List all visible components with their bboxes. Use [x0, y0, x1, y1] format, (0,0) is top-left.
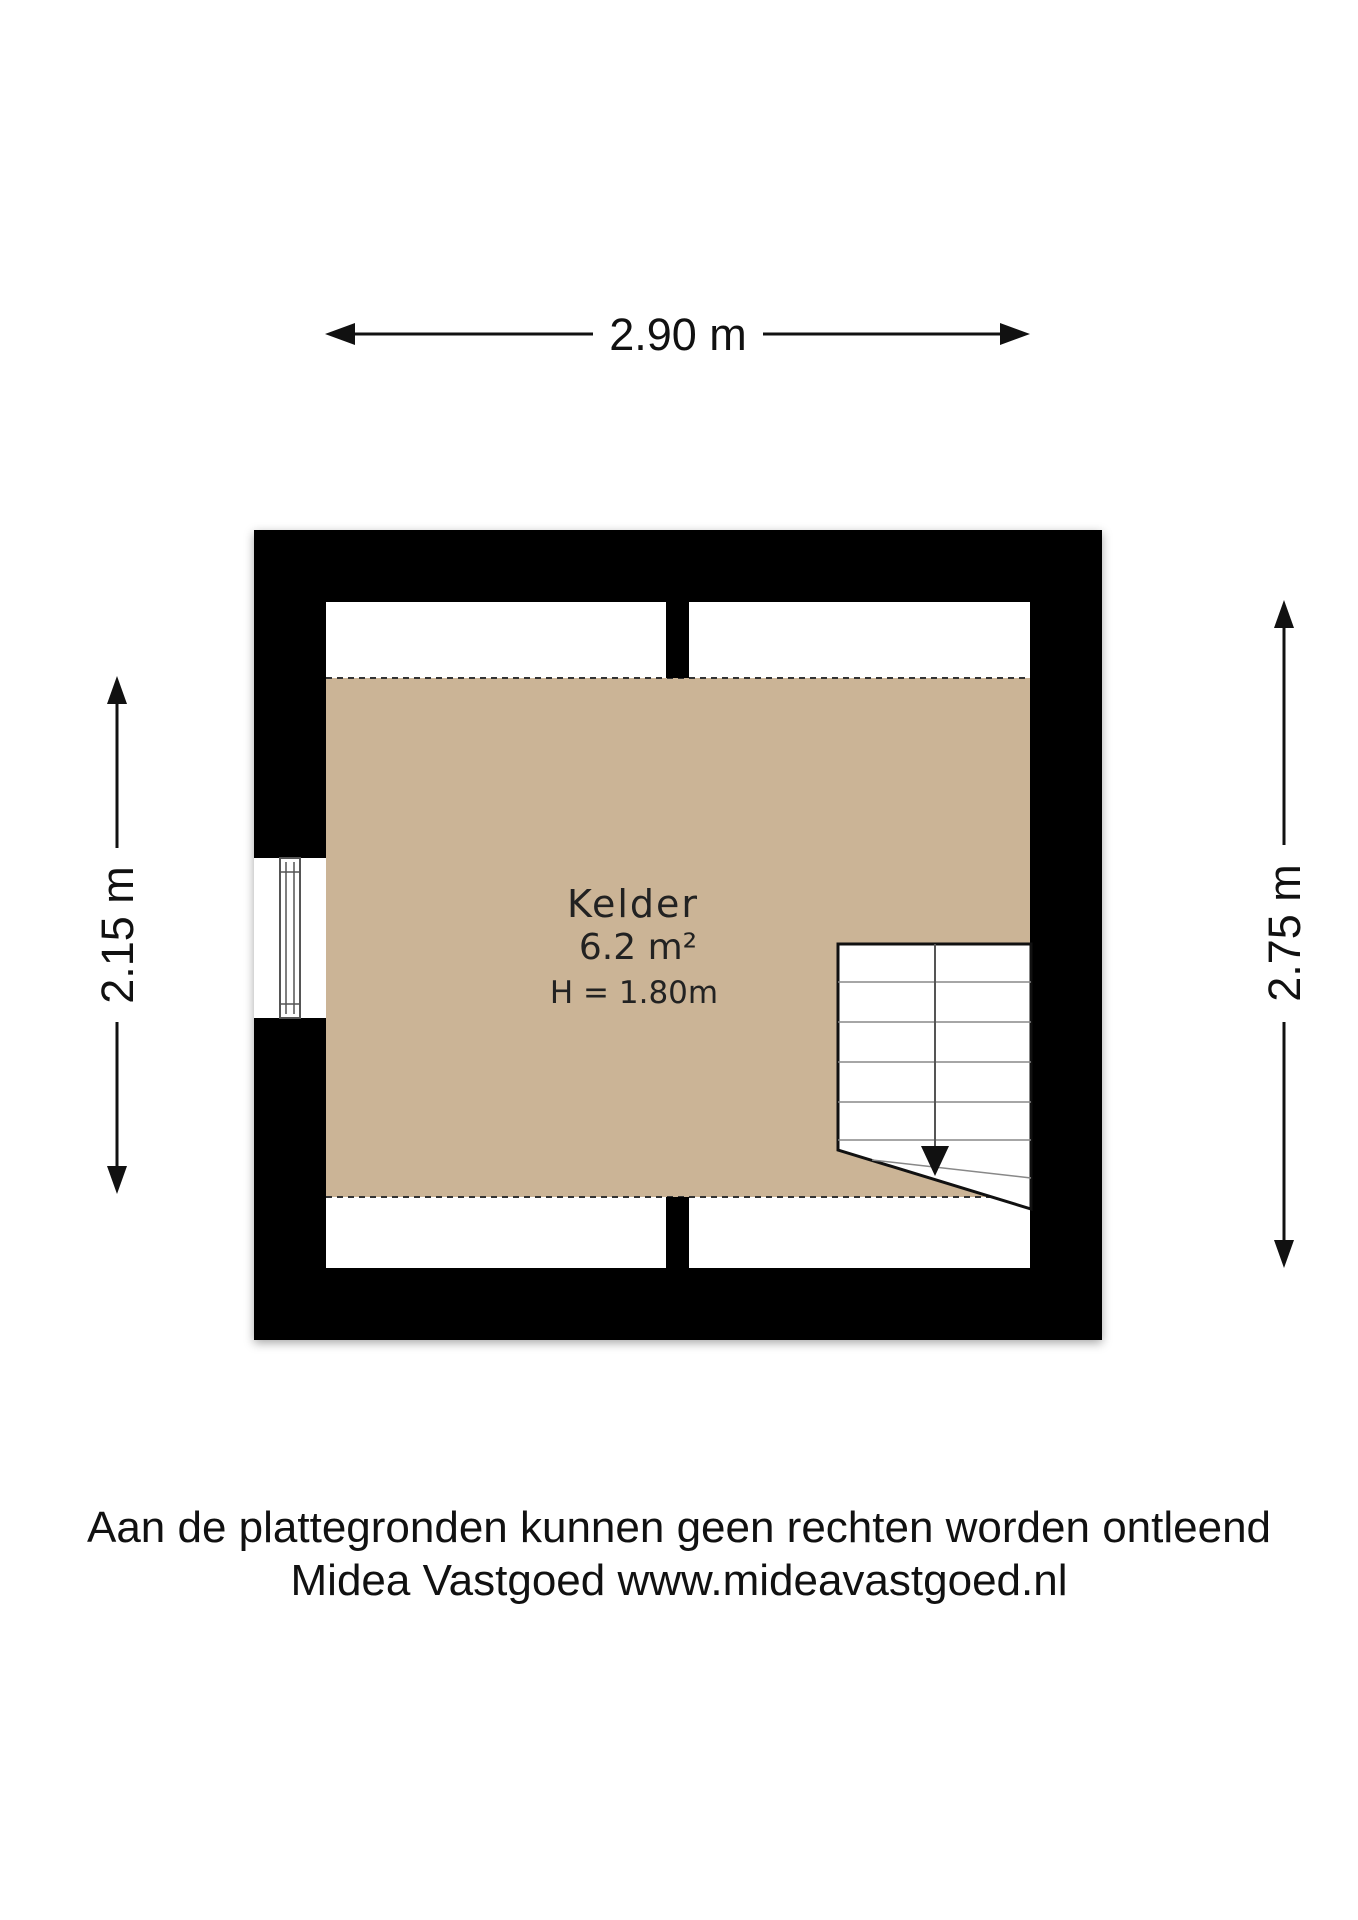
credit-text: Midea Vastgoed www.mideavastgoed.nl [290, 1556, 1068, 1605]
right-arrowhead-top [1274, 600, 1294, 628]
disclaimer-text: Aan de plattegronden kunnen geen rechten worden ontleend [86, 1503, 1272, 1552]
width-label: 2.90 m [609, 309, 747, 360]
column-bottom [666, 1197, 689, 1268]
width-arrowhead-left [325, 323, 355, 345]
right-height-label: 2.75 m [1259, 864, 1310, 1002]
left-arrowhead-top [107, 676, 127, 704]
window-frame [280, 858, 300, 1018]
room-area: 6.2 m² [578, 927, 698, 968]
room-name: Kelder [566, 882, 700, 926]
left-height-dimension [92, 676, 143, 1194]
width-dimension [325, 309, 1030, 360]
left-arrowhead-bottom [107, 1166, 127, 1194]
width-arrowhead-right [1000, 323, 1030, 345]
right-arrowhead-bottom [1274, 1240, 1294, 1268]
column-top [666, 602, 689, 678]
window [254, 858, 326, 1018]
right-height-dimension [1259, 600, 1310, 1268]
room-height: H = 1.80m [549, 975, 719, 1011]
left-height-label: 2.15 m [92, 866, 143, 1004]
